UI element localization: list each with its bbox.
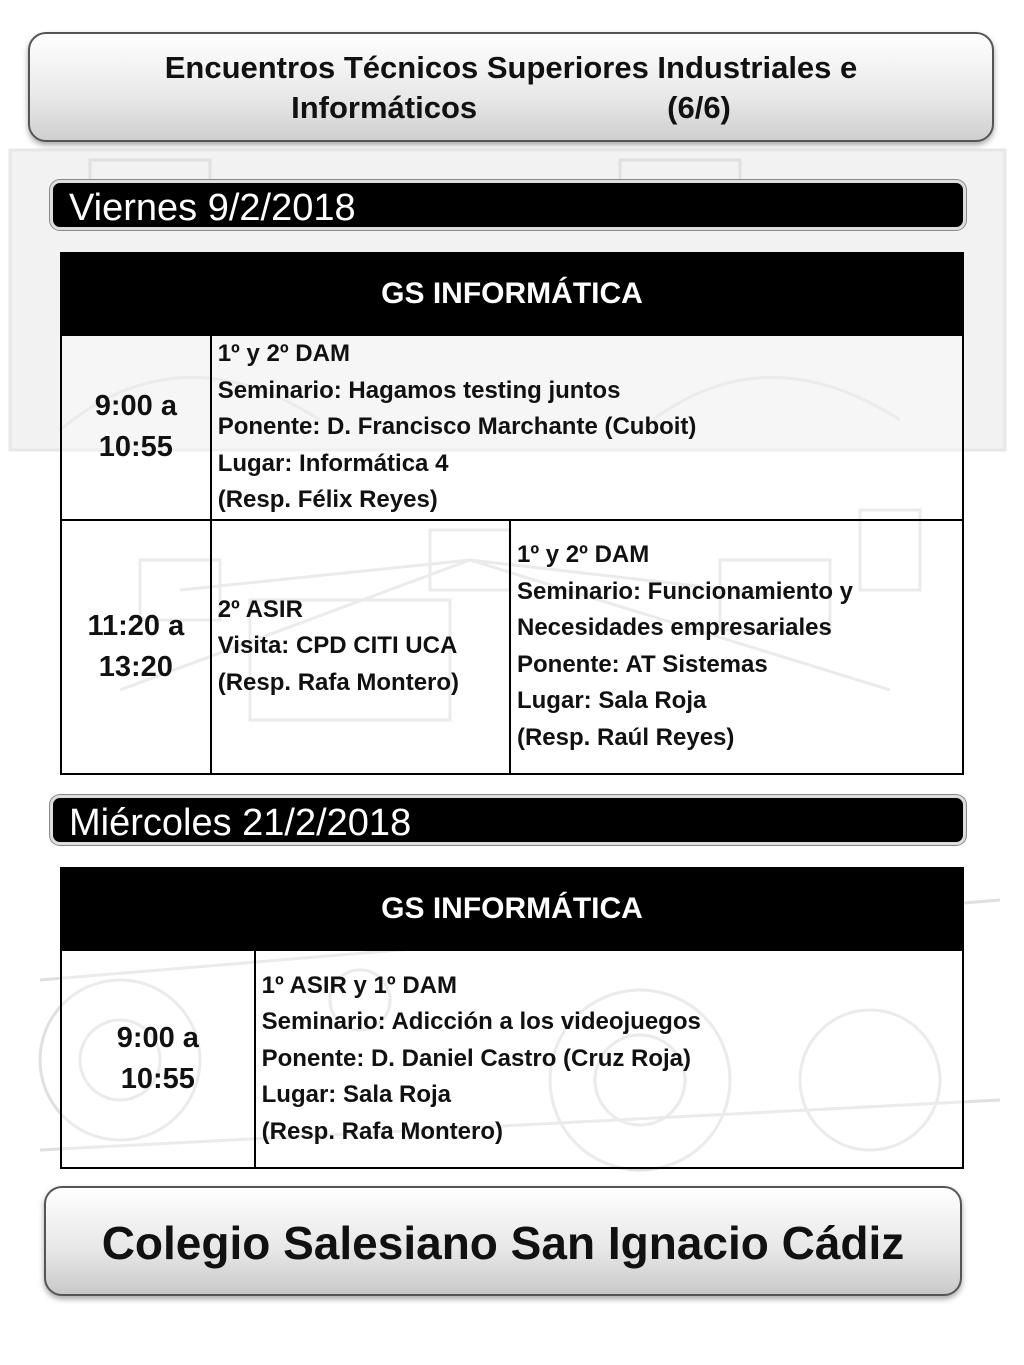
event-title: Seminario: Funcionamiento y xyxy=(516,577,854,605)
schedule-table-viernes xyxy=(60,252,964,775)
event-group: 1º y 2º DAM xyxy=(516,541,650,568)
event-location: Lugar: Sala Roja xyxy=(261,1081,452,1109)
event-cell xyxy=(211,520,510,774)
event-title: Seminario: Hagamos testing juntos xyxy=(217,376,621,404)
event-group: 2º ASIR xyxy=(217,595,303,623)
time-end: 10:55 xyxy=(98,431,173,464)
time-cell xyxy=(61,950,255,1168)
time-end: 13:20 xyxy=(98,650,173,683)
table-header: GS INFORMÁTICA xyxy=(61,253,963,335)
event-title-line2: Informáticos xyxy=(291,90,478,125)
time-start: 11:20 a xyxy=(87,609,185,642)
table-row xyxy=(61,520,963,774)
event-responsible: (Resp. Rafa Montero) xyxy=(217,668,460,696)
time-cell xyxy=(61,520,211,774)
event-part-indicator: (6/6) xyxy=(667,90,731,125)
event-responsible: (Resp. Raúl Reyes) xyxy=(516,723,735,751)
school-name-footer: Colegio Salesiano San Ignacio Cádiz xyxy=(44,1186,962,1296)
event-title-cont: Necesidades empresariales xyxy=(516,614,832,641)
event-responsible: (Resp. Rafa Montero) xyxy=(261,1117,503,1145)
event-location: Lugar: Sala Roja xyxy=(516,687,707,714)
time-cell xyxy=(61,335,211,520)
event-cell xyxy=(255,950,963,1168)
schedule-table-miercoles xyxy=(60,867,964,1169)
event-cell xyxy=(510,520,963,774)
event-group: 1º ASIR y 1º DAM xyxy=(261,971,457,999)
day-heading-viernes: Viernes 9/2/2018 xyxy=(50,180,966,230)
event-responsible: (Resp. Félix Reyes) xyxy=(217,486,438,513)
table-row xyxy=(61,335,963,520)
event-speaker: Ponente: D. Francisco Marchante (Cuboit) xyxy=(217,413,697,440)
event-speaker: Ponente: D. Daniel Castro (Cruz Roja) xyxy=(261,1044,692,1072)
time-end: 10:55 xyxy=(120,1063,195,1095)
table-row xyxy=(61,950,963,1168)
event-title: Seminario: Adicción a los videojuegos xyxy=(261,1008,701,1036)
event-group: 1º y 2º DAM xyxy=(217,340,350,367)
table-header: GS INFORMÁTICA xyxy=(61,868,963,950)
time-start: 9:00 a xyxy=(116,1022,199,1054)
event-cell xyxy=(211,335,963,520)
event-title-box xyxy=(28,32,994,142)
event-speaker: Ponente: AT Sistemas xyxy=(516,650,768,678)
event-title-line1: Encuentros Técnicos Superiores Industriales e xyxy=(164,50,858,85)
event-title: Visita: CPD CITI UCA xyxy=(217,632,458,660)
event-title-line2-row xyxy=(30,88,992,128)
event-location: Lugar: Informática 4 xyxy=(217,449,449,477)
time-start: 9:00 a xyxy=(94,390,177,423)
day-heading-miercoles: Miércoles 21/2/2018 xyxy=(50,795,966,845)
